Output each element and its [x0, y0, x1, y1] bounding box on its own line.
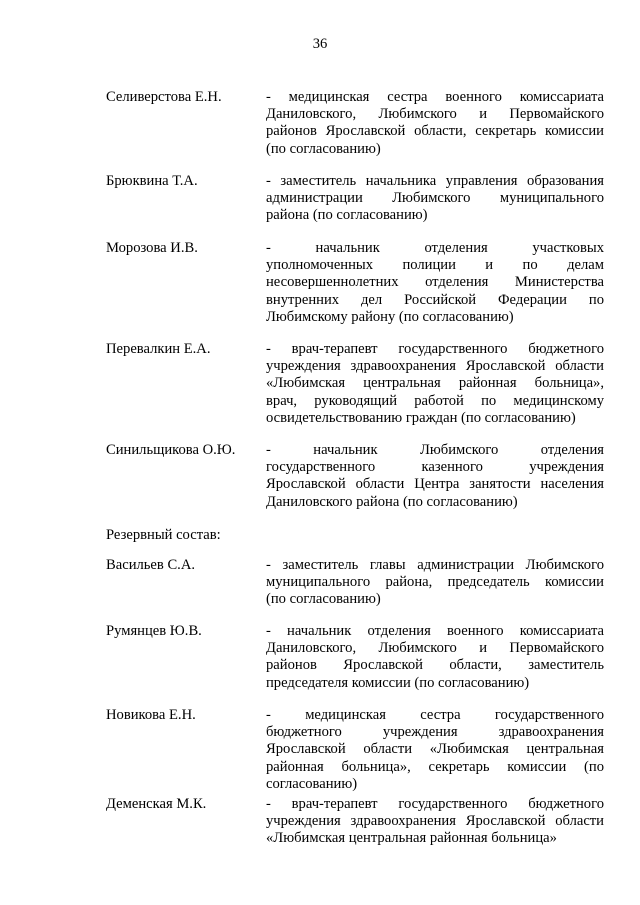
position-line: - медицинская сестра государственного: [266, 707, 604, 723]
position-line: администрации Любимского муниципального: [266, 190, 604, 207]
position-line: - начальник отделения военного комиссариата: [266, 623, 604, 639]
member-position: [266, 89, 604, 158]
position-line: Любимскому району (по согласованию): [266, 308, 514, 325]
member-name: Новикова Е.Н.: [106, 707, 196, 723]
position-line: учреждения здравоохранения Ярославской области: [266, 358, 604, 375]
member-position: [266, 557, 604, 609]
position-line: (по согласованию): [266, 591, 381, 608]
position-line: врач, руководящий работой по медицинскому: [266, 392, 604, 409]
position-line: (по согласованию): [266, 140, 381, 157]
member-position: [266, 240, 604, 326]
member-name: Селиверстова Е.Н.: [106, 89, 222, 105]
position-line: освидетельствованию граждан (по согласованию): [266, 409, 576, 426]
position-line: района (по согласованию): [266, 207, 428, 224]
position-line: государственного казенного учреждения: [266, 459, 604, 476]
member-name: Морозова И.В.: [106, 240, 198, 256]
position-line: «Любимская центральная районная больница»,: [266, 375, 604, 392]
member-position: [266, 442, 604, 511]
position-line: согласованию): [266, 775, 358, 792]
member-name: Перевалкин Е.А.: [106, 341, 211, 357]
position-line: «Любимская центральная районная больница»: [266, 830, 557, 847]
page-number: 36: [312, 36, 328, 52]
position-line: внутренних дел Российской Федерации по: [266, 291, 604, 308]
position-line: несовершеннолетних отделения Министерства: [266, 274, 604, 291]
position-line: уполномоченных полиции и по делам: [266, 257, 604, 274]
member-name: Брюквина Т.А.: [106, 173, 198, 189]
member-position: [266, 796, 604, 848]
position-line: учреждения здравоохранения Ярославской области: [266, 813, 604, 830]
position-line: муниципального района, председатель комиссии: [266, 574, 604, 591]
member-position: [266, 623, 604, 692]
position-line: Ярославской области Центра занятости населения: [266, 476, 604, 493]
position-line: - заместитель начальника управления образования: [266, 173, 604, 189]
position-line: Даниловского, Любимского и Первомайского: [266, 640, 604, 657]
position-line: - врач-терапевт государственного бюджетного: [266, 796, 604, 812]
position-line: Даниловского района (по согласованию): [266, 493, 518, 510]
member-position: [266, 707, 604, 793]
position-line: - начальник отделения участковых: [266, 240, 604, 256]
member-name: Синильщикова О.Ю.: [106, 442, 236, 458]
position-line: - начальник Любимского отделения: [266, 442, 604, 458]
member-name: Васильев С.А.: [106, 557, 196, 573]
member-name: Деменская М.К.: [106, 796, 207, 812]
position-line: районов Ярославской области, секретарь комиссии: [266, 123, 604, 140]
position-line: Ярославской области «Любимская центральная: [266, 741, 604, 758]
position-line: - медицинская сестра военного комиссариата: [266, 89, 604, 105]
position-line: - врач-терапевт государственного бюджетного: [266, 341, 604, 357]
member-position: [266, 173, 604, 225]
position-line: Даниловского, Любимского и Первомайского: [266, 106, 604, 123]
member-position: [266, 341, 604, 427]
reserve-section-title: Резервный состав:: [106, 527, 221, 543]
position-line: районов Ярославской области, заместитель: [266, 657, 604, 674]
position-line: бюджетного учреждения здравоохранения: [266, 724, 604, 741]
position-line: - заместитель главы администрации Любимского: [266, 557, 604, 573]
position-line: районная больница», секретарь комиссии (по: [266, 758, 604, 775]
position-line: председателя комиссии (по согласованию): [266, 674, 530, 691]
member-name: Румянцев Ю.В.: [106, 623, 202, 639]
